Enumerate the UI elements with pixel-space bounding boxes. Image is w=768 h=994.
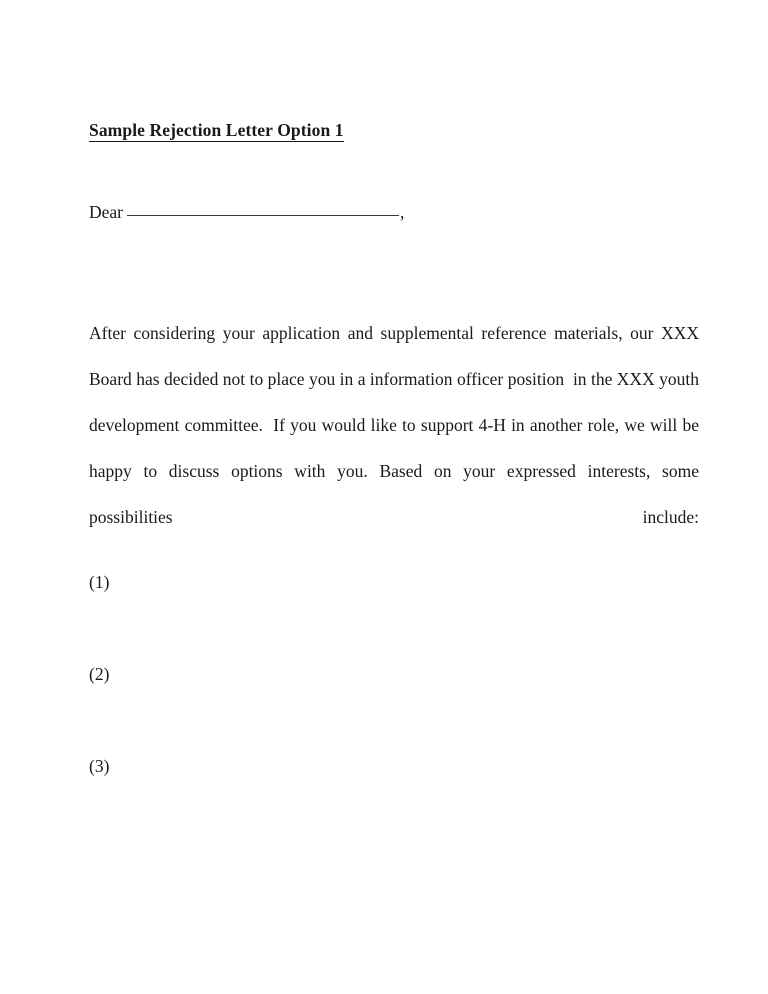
page-title bbox=[89, 120, 344, 142]
salutation-greeting: Dear bbox=[89, 202, 124, 222]
list-item-marker-2: (2) bbox=[89, 664, 110, 684]
list-item bbox=[89, 755, 699, 847]
list-item-marker-1: (1) bbox=[89, 572, 110, 592]
list-item bbox=[89, 663, 699, 755]
list-item-marker-3: (3) bbox=[89, 756, 110, 776]
salutation-line bbox=[89, 201, 404, 223]
recipient-name-blank[interactable] bbox=[127, 205, 399, 216]
letter-body-paragraph: After considering your application and supplemental reference materials, our XXX Board has decided not to place you in a information officer position in the XXX youth development committee. If you would like to support 4-H in another role, we will be happy to discuss options with you. Based on your expressed interests, some possibilities include: bbox=[89, 322, 704, 527]
list-item bbox=[89, 571, 699, 663]
numbered-options-list bbox=[89, 571, 699, 847]
salutation-comma: , bbox=[400, 202, 405, 222]
page-title-text: Sample Rejection Letter Option 1 bbox=[89, 119, 344, 140]
